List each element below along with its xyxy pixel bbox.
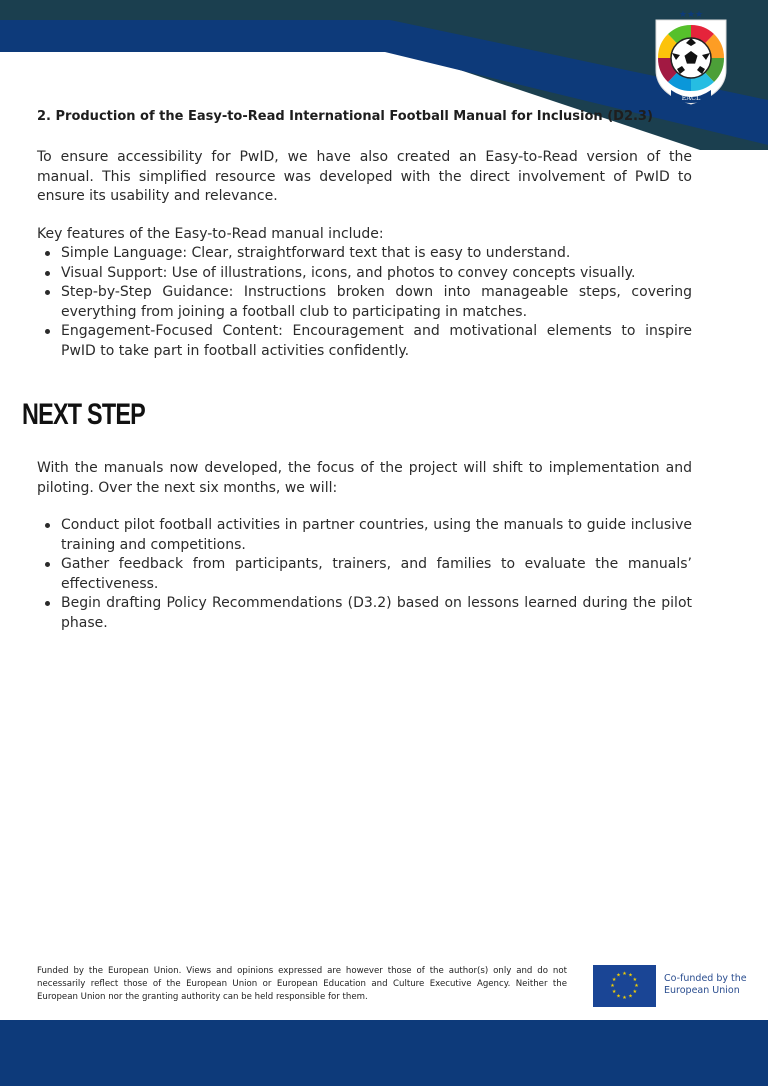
svg-text:★: ★ (616, 993, 621, 1000)
svg-text:★: ★ (611, 989, 617, 995)
list-item: Visual Support: Use of illustrations, icons, and photos to convey concepts visually. (37, 264, 692, 284)
eu-label-line2: European Union (664, 985, 740, 996)
funding-disclaimer: Funded by the European Union. Views and opinions expressed are however those of the author(s) only and do not necessarily reflect those of the European Union or European Education and Culture Executive Agency. Neither the European Union nor the granting authority can be held responsible for them. (37, 966, 567, 1002)
list-item: Engagement-Focused Content: Encouragement and motivational elements to inspire PwID to take part in football activities confidently. (37, 322, 692, 361)
eu-cofunded-label (664, 973, 754, 997)
svg-text:★: ★ (632, 989, 638, 995)
section-title: 2. Production of the Easy-to-Read International Football Manual for Inclusion (D2.3) (37, 109, 653, 124)
svg-text:★: ★ (622, 971, 627, 977)
football-shield-logo-icon (653, 8, 729, 106)
features-intro: Key features of the Easy-to-Read manual include: (37, 226, 384, 242)
next-step-heading: NEXT STEP (22, 398, 146, 431)
list-item: Gather feedback from participants, trainers, and families to evaluate the manuals’ effectiveness. (37, 555, 692, 594)
svg-text:★: ★ (611, 977, 617, 983)
svg-text:★: ★ (634, 983, 639, 989)
svg-text:★★★: ★★★ (678, 10, 704, 20)
svg-text:★: ★ (628, 972, 633, 979)
eu-label-line1: Co-funded by the (664, 973, 747, 984)
list-item: Simple Language: Clear, straightforward text that is easy to understand. (37, 244, 692, 264)
features-list (37, 244, 692, 361)
next-step-list (37, 516, 692, 633)
svg-text:★: ★ (616, 972, 621, 979)
svg-text:★: ★ (622, 995, 627, 1001)
svg-text:EACL: EACL (681, 94, 701, 102)
eu-flag-icon (593, 965, 656, 1007)
list-item: Conduct pilot football activities in partner countries, using the manuals to guide inclusive training and competitions. (37, 516, 692, 555)
list-item: Begin drafting Policy Recommendations (D3.2) based on lessons learned during the pilot phase. (37, 594, 692, 633)
svg-text:★: ★ (632, 977, 638, 983)
svg-text:★: ★ (610, 983, 615, 989)
footer-bar (0, 1020, 768, 1086)
next-step-intro: With the manuals now developed, the focus of the project will shift to implementation and piloting. Over the next six months, we will: (37, 460, 692, 496)
section-intro-paragraph: To ensure accessibility for PwID, we have also created an Easy-to-Read version of the manual. This simplified resource was developed with the direct involvement of PwID to ensure its usability and relevance. (37, 149, 692, 204)
list-item: Step-by-Step Guidance: Instructions broken down into manageable steps, covering everything from joining a football club to participating in matches. (37, 283, 692, 322)
svg-text:★: ★ (628, 993, 633, 1000)
